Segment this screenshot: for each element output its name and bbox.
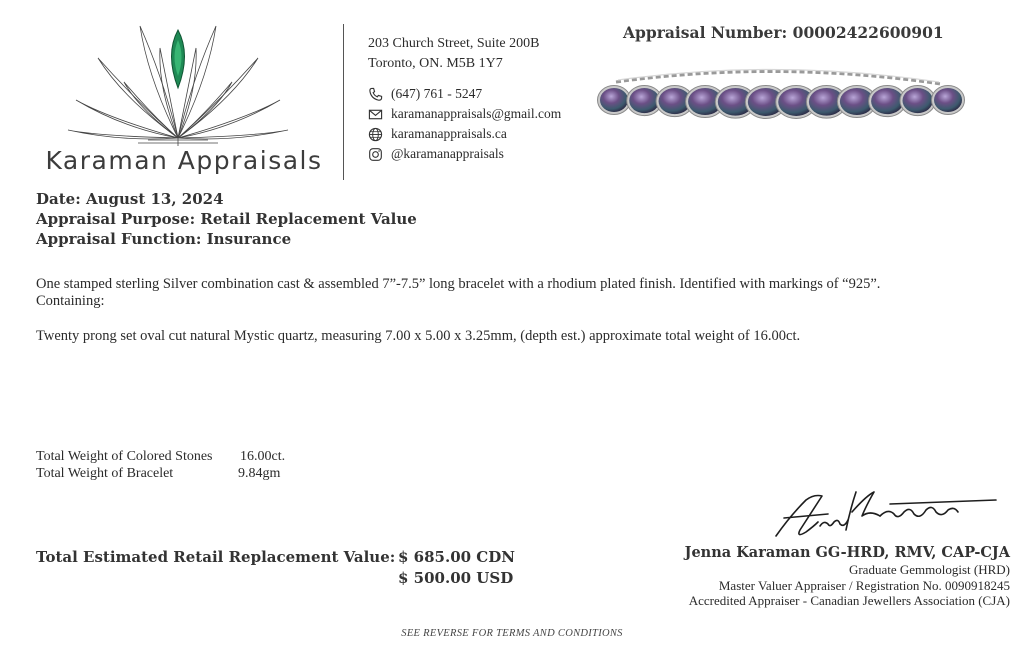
header-divider: [343, 24, 344, 180]
address-line-2: Toronto, ON. M5B 1Y7: [368, 56, 503, 71]
bracelet-stone: [934, 88, 962, 112]
appraisal-purpose: Appraisal Purpose: Retail Replacement Value: [36, 210, 417, 228]
colored-stones-weight-value: 16.00ct.: [240, 449, 286, 464]
phone-text: (647) 761 - 5247: [391, 86, 483, 101]
appraiser-credential-2: Master Valuer Appraiser / Registration No. 0090918245: [718, 578, 1010, 593]
appraiser-credential-1: Graduate Gemmologist (HRD): [848, 562, 1010, 577]
appraiser-name: Jenna Karaman GG-HRD, RMV, CAP-CJA: [684, 544, 1010, 561]
appraisal-date: Date: August 13, 2024: [36, 190, 224, 208]
stone-description: Twenty prong set oval cut natural Mystic quartz, measuring 7.00 x 5.00 x 3.25mm, (depth est.) approximate total weight of 16.00ct.: [36, 328, 801, 344]
bracelet-photo: [596, 60, 966, 130]
website-text: karamanappraisals.ca: [391, 126, 507, 141]
bracelet-weight-label: Total Weight of Bracelet: [36, 466, 174, 481]
logo-text: Karaman Appraisals: [45, 146, 323, 175]
bracelet-stone: [871, 88, 903, 114]
phone-icon: [368, 87, 383, 102]
appraiser-signature: [770, 486, 1002, 544]
colored-stones-weight-label: Total Weight of Colored Stones: [36, 449, 213, 464]
appraisal-function: Appraisal Function: Insurance: [36, 230, 292, 248]
total-value-label: Total Estimated Retail Replacement Value:: [36, 548, 396, 566]
terms-note: SEE REVERSE FOR TERMS AND CONDITIONS: [401, 628, 623, 639]
appraiser-credential-3: Accredited Appraiser - Canadian Jewellers Association (CJA): [688, 593, 1010, 608]
bracelet-weight-value: 9.84gm: [238, 466, 281, 481]
bracelet-stone: [600, 88, 628, 112]
contact-website[interactable]: [368, 124, 507, 144]
contact-instagram[interactable]: [368, 144, 504, 164]
total-value-usd: $ 500.00 USD: [398, 569, 514, 587]
bracelet-stone: [903, 88, 933, 113]
instagram-icon: [368, 147, 383, 162]
contact-phone[interactable]: [368, 84, 482, 104]
item-description-containing: Containing:: [36, 293, 105, 309]
address-line-1: 203 Church Street, Suite 200B: [368, 36, 540, 51]
instagram-text: @karamanappraisals: [391, 146, 504, 161]
email-text: karamanappraisals@gmail.com: [391, 106, 562, 121]
bracelet-stone: [629, 88, 659, 113]
item-description: One stamped sterling Silver combination cast & assembled 7”-7.5” long bracelet with a rhodium plated finish. Identified with markings of “925”.: [36, 276, 881, 292]
globe-icon: [368, 127, 383, 142]
contact-email[interactable]: [368, 104, 561, 124]
total-value-cdn: $ 685.00 CDN: [398, 548, 515, 566]
email-icon: [368, 107, 383, 122]
appraisal-number: Appraisal Number: 00002422600901: [623, 23, 944, 42]
